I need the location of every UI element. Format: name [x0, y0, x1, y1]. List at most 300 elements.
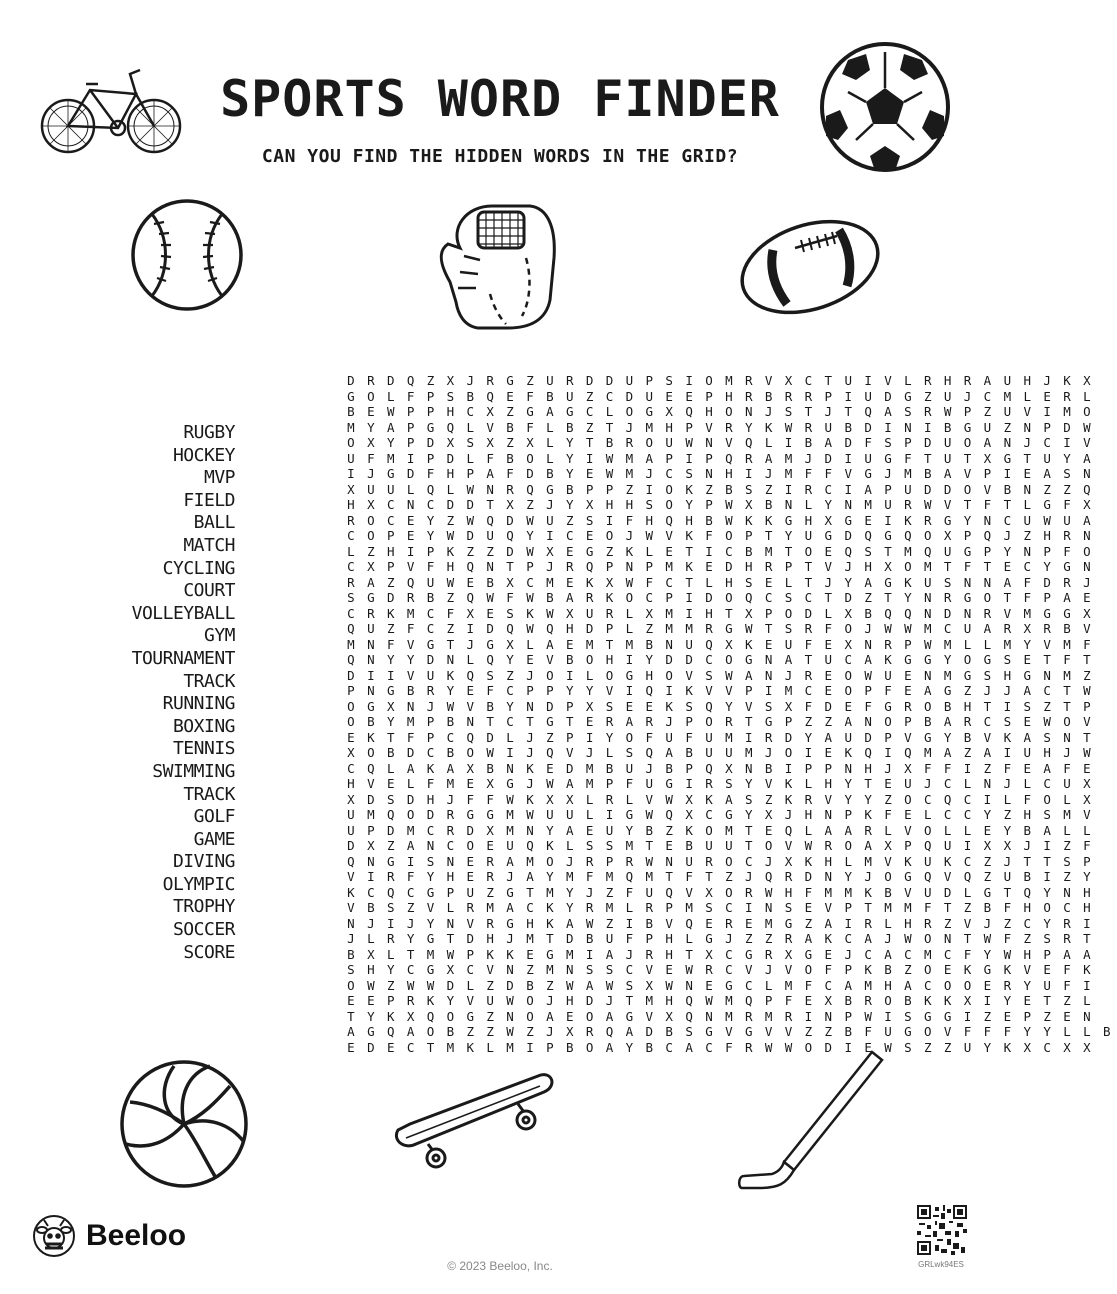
- grid-letter: C: [725, 900, 733, 915]
- grid-letter: A: [725, 791, 733, 807]
- grid-letter: P: [1023, 1008, 1031, 1024]
- grid-letter: A: [864, 574, 872, 590]
- baseball-glove-icon: [430, 198, 566, 334]
- grid-letter: M: [784, 977, 793, 993]
- grid-letter: P: [705, 450, 713, 466]
- grid-letter: R: [386, 869, 395, 884]
- grid-letter: A: [1083, 946, 1091, 962]
- grid-letter: D: [844, 435, 852, 450]
- grid-letter: A: [983, 435, 992, 450]
- grid-letter: D: [506, 977, 514, 993]
- grid-letter: E: [685, 388, 693, 404]
- grid-letter: I: [585, 729, 594, 745]
- grid-letter: E: [1003, 1008, 1012, 1024]
- grid-letter: D: [924, 481, 932, 497]
- grid-letter: M: [725, 373, 733, 388]
- grid-row: [341, 854, 1117, 870]
- grid-letter: G: [904, 652, 912, 667]
- grid-letter: B: [844, 1024, 852, 1039]
- grid-letter: L: [466, 450, 475, 466]
- grid-letter: T: [347, 1008, 355, 1024]
- grid-letter: Q: [884, 605, 892, 621]
- grid-letter: W: [764, 1039, 773, 1055]
- grid-letter: J: [1003, 776, 1012, 791]
- grid-letter: M: [367, 807, 375, 822]
- grid-letter: X: [824, 993, 833, 1008]
- grid-letter: Q: [983, 528, 992, 543]
- grid-letter: M: [625, 450, 634, 466]
- grid-letter: X: [446, 435, 455, 450]
- grid-letter: A: [884, 946, 892, 962]
- grid-letter: R: [864, 822, 872, 838]
- grid-letter: Z: [884, 791, 892, 807]
- grid-letter: M: [486, 900, 494, 915]
- grid-letter: F: [625, 776, 634, 791]
- grid-letter: E: [506, 388, 514, 404]
- grid-letter: V: [565, 745, 574, 760]
- grid-letter: Q: [486, 388, 494, 404]
- grid-letter: P: [585, 481, 594, 497]
- grid-letter: B: [764, 497, 773, 512]
- grid-letter: Y: [526, 528, 534, 543]
- grid-letter: S: [1003, 652, 1012, 667]
- grid-letter: F: [685, 869, 693, 884]
- grid-letter: F: [1003, 931, 1012, 946]
- grid-letter: N: [446, 915, 455, 931]
- grid-letter: U: [1043, 450, 1051, 466]
- grid-letter: A: [983, 373, 992, 388]
- grid-letter: M: [506, 807, 514, 822]
- skateboard-icon: [388, 1068, 564, 1172]
- grid-letter: B: [585, 931, 594, 946]
- grid-letter: N: [1063, 729, 1071, 745]
- grid-letter: T: [1003, 590, 1012, 605]
- grid-letter: H: [605, 652, 614, 667]
- grid-letter: L: [466, 419, 475, 435]
- grid-letter: T: [764, 621, 773, 636]
- grid-letter: R: [645, 946, 654, 962]
- grid-letter: O: [705, 714, 713, 729]
- grid-letter: Z: [526, 373, 534, 388]
- grid-letter: E: [585, 714, 594, 729]
- grid-letter: C: [1043, 1039, 1051, 1055]
- grid-letter: G: [705, 1024, 713, 1039]
- grid-letter: T: [1043, 993, 1051, 1008]
- grid-letter: P: [685, 419, 693, 435]
- grid-letter: M: [645, 869, 654, 884]
- grid-letter: S: [904, 1008, 912, 1024]
- grid-letter: O: [963, 977, 972, 993]
- grid-letter: S: [685, 466, 693, 481]
- grid-letter: P: [864, 683, 872, 698]
- grid-letter: K: [526, 791, 534, 807]
- grid-letter: N: [665, 853, 673, 869]
- grid-letter: F: [426, 776, 435, 791]
- grid-letter: L: [526, 636, 534, 652]
- grid-letter: Z: [983, 1008, 992, 1024]
- grid-letter: U: [963, 1039, 972, 1055]
- grid-letter: G: [645, 404, 654, 419]
- grid-letter: C: [725, 543, 733, 559]
- grid-letter: J: [625, 419, 634, 435]
- grid-letter: F: [446, 605, 455, 621]
- word-list-item: RUGBY: [183, 422, 235, 443]
- grid-letter: X: [943, 528, 952, 543]
- grid-letter: F: [526, 419, 534, 435]
- grid-letter: G: [665, 776, 673, 791]
- grid-letter: T: [983, 559, 992, 574]
- grid-letter: Y: [943, 652, 952, 667]
- grid-letter: P: [844, 962, 852, 977]
- grid-letter: J: [1003, 528, 1012, 543]
- grid-letter: D: [426, 652, 435, 667]
- grid-letter: Z: [605, 884, 614, 900]
- grid-letter: Y: [844, 869, 852, 884]
- grid-letter: Q: [1023, 884, 1031, 900]
- grid-letter: L: [705, 574, 713, 590]
- grid-letter: V: [943, 497, 952, 512]
- grid-letter: S: [685, 698, 693, 714]
- grid-letter: D: [367, 1039, 375, 1055]
- grid-letter: W: [565, 977, 574, 993]
- grid-letter: P: [705, 388, 713, 404]
- grid-letter: V: [1023, 404, 1031, 419]
- grid-letter: X: [446, 962, 455, 977]
- grid-letter: Y: [824, 497, 833, 512]
- grid-letter: Q: [526, 838, 534, 853]
- grid-letter: W: [506, 1024, 514, 1039]
- grid-letter: F: [426, 466, 435, 481]
- grid-letter: X: [784, 946, 793, 962]
- hockey-stick-icon: [736, 1048, 886, 1196]
- grid-letter: H: [645, 667, 654, 683]
- grid-letter: Y: [744, 776, 753, 791]
- grid-letter: X: [546, 543, 554, 559]
- grid-letter: X: [486, 776, 494, 791]
- grid-letter: P: [844, 1008, 852, 1024]
- grid-letter: E: [864, 512, 872, 528]
- grid-letter: G: [884, 574, 892, 590]
- grid-letter: K: [526, 760, 534, 776]
- grid-letter: G: [764, 714, 773, 729]
- grid-letter: O: [764, 838, 773, 853]
- grid-letter: W: [466, 481, 475, 497]
- grid-letter: Y: [406, 931, 415, 946]
- grid-letter: M: [943, 636, 952, 652]
- grid-letter: S: [784, 590, 793, 605]
- grid-letter: E: [824, 946, 833, 962]
- grid-letter: M: [625, 838, 634, 853]
- grid-letter: N: [924, 667, 932, 683]
- grid-letter: Q: [645, 745, 654, 760]
- grid-letter: Q: [685, 915, 693, 931]
- grid-letter: I: [506, 745, 514, 760]
- grid-letter: N: [784, 497, 793, 512]
- grid-letter: J: [884, 466, 892, 481]
- grid-letter: M: [1003, 636, 1012, 652]
- grid-letter: B: [1103, 1024, 1111, 1039]
- grid-letter: B: [367, 714, 375, 729]
- grid-letter: Z: [764, 791, 773, 807]
- grid-letter: M: [585, 776, 594, 791]
- grid-letter: O: [625, 404, 634, 419]
- grid-letter: N: [1063, 884, 1071, 900]
- grid-letter: V: [824, 900, 833, 915]
- grid-letter: N: [924, 605, 932, 621]
- grid-letter: U: [943, 435, 952, 450]
- grid-letter: X: [1083, 497, 1091, 512]
- grid-letter: F: [1063, 760, 1071, 776]
- grid-letter: L: [963, 636, 972, 652]
- grid-letter: N: [1043, 667, 1051, 683]
- grid-letter: M: [864, 497, 872, 512]
- grid-letter: N: [764, 900, 773, 915]
- grid-letter: S: [645, 497, 654, 512]
- grid-letter: B: [367, 900, 375, 915]
- grid-letter: R: [784, 869, 793, 884]
- grid-letter: T: [1023, 853, 1031, 869]
- grid-letter: I: [546, 528, 554, 543]
- grid-letter: U: [1063, 512, 1071, 528]
- grid-letter: C: [446, 729, 455, 745]
- grid-letter: T: [744, 838, 753, 853]
- grid-letter: X: [1083, 1039, 1091, 1055]
- grid-letter: R: [486, 853, 494, 869]
- grid-letter: U: [924, 574, 932, 590]
- grid-letter: J: [884, 931, 892, 946]
- grid-letter: T: [784, 543, 793, 559]
- grid-letter: T: [665, 869, 673, 884]
- grid-letter: W: [665, 977, 673, 993]
- grid-letter: F: [486, 683, 494, 698]
- grid-letter: O: [844, 621, 852, 636]
- grid-letter: L: [804, 497, 813, 512]
- grid-letter: J: [446, 791, 455, 807]
- grid-row: [341, 590, 1117, 606]
- grid-letter: H: [426, 791, 435, 807]
- grid-letter: M: [725, 1008, 733, 1024]
- grid-letter: O: [585, 1039, 594, 1055]
- grid-letter: F: [506, 590, 514, 605]
- grid-letter: Z: [744, 931, 753, 946]
- grid-letter: X: [1083, 791, 1091, 807]
- grid-letter: N: [1023, 481, 1031, 497]
- grid-letter: C: [406, 884, 415, 900]
- grid-letter: B: [486, 574, 494, 590]
- grid-letter: V: [764, 373, 773, 388]
- grid-letter: R: [585, 590, 594, 605]
- grid-letter: T: [1003, 497, 1012, 512]
- grid-letter: M: [625, 466, 634, 481]
- grid-letter: F: [625, 931, 634, 946]
- grid-letter: K: [486, 946, 494, 962]
- grid-letter: C: [665, 574, 673, 590]
- word-list-item: BALL: [193, 512, 235, 534]
- grid-letter: T: [1083, 652, 1091, 667]
- grid-letter: Z: [963, 683, 972, 698]
- grid-letter: P: [1083, 698, 1091, 714]
- grid-letter: B: [685, 838, 693, 853]
- grid-letter: C: [725, 962, 733, 977]
- grid-letter: D: [804, 869, 813, 884]
- grid-letter: J: [625, 946, 634, 962]
- grid-letter: S: [1023, 698, 1031, 714]
- grid-letter: O: [904, 791, 912, 807]
- grid-letter: M: [924, 946, 932, 962]
- grid-row: [341, 683, 1117, 699]
- grid-letter: O: [983, 590, 992, 605]
- grid-letter: J: [844, 559, 852, 574]
- grid-letter: D: [864, 729, 872, 745]
- grid-letter: Z: [446, 590, 455, 605]
- grid-letter: R: [904, 698, 912, 714]
- grid-letter: G: [546, 946, 554, 962]
- grid-letter: B: [884, 962, 892, 977]
- grid-letter: R: [924, 404, 932, 419]
- grid-letter: X: [466, 605, 475, 621]
- grid-letter: I: [784, 481, 793, 497]
- grid-letter: U: [804, 528, 813, 543]
- grid-letter: V: [943, 869, 952, 884]
- grid-letter: T: [1083, 931, 1091, 946]
- grid-letter: W: [506, 993, 514, 1008]
- grid-letter: E: [824, 667, 833, 683]
- grid-letter: A: [764, 450, 773, 466]
- grid-letter: R: [904, 497, 912, 512]
- grid-letter: P: [426, 714, 435, 729]
- grid-letter: J: [824, 404, 833, 419]
- grid-letter: U: [1003, 373, 1012, 388]
- grid-letter: Y: [1023, 1024, 1031, 1039]
- grid-letter: W: [884, 621, 892, 636]
- grid-letter: K: [685, 481, 693, 497]
- grid-letter: E: [585, 466, 594, 481]
- soccer-ball-icon: [818, 40, 952, 174]
- grid-letter: S: [725, 776, 733, 791]
- grid-letter: E: [1003, 559, 1012, 574]
- grid-row: [341, 931, 1117, 947]
- grid-letter: V: [665, 528, 673, 543]
- grid-letter: E: [406, 512, 415, 528]
- grid-letter: S: [705, 667, 713, 683]
- grid-letter: N: [1003, 435, 1012, 450]
- grid-letter: H: [446, 869, 455, 884]
- grid-letter: U: [884, 1024, 892, 1039]
- brand-logo: [32, 1214, 186, 1258]
- grid-letter: H: [804, 807, 813, 822]
- grid-letter: L: [386, 760, 395, 776]
- grid-letter: C: [466, 962, 475, 977]
- grid-letter: C: [943, 807, 952, 822]
- grid-letter: I: [963, 838, 972, 853]
- grid-letter: S: [585, 512, 594, 528]
- grid-letter: G: [983, 652, 992, 667]
- grid-letter: D: [546, 698, 554, 714]
- grid-letter: J: [506, 931, 514, 946]
- grid-letter: F: [824, 962, 833, 977]
- grid-letter: I: [585, 450, 594, 466]
- grid-letter: A: [565, 822, 574, 838]
- grid-letter: Z: [386, 838, 395, 853]
- grid-letter: E: [1023, 993, 1031, 1008]
- grid-letter: T: [685, 543, 693, 559]
- grid-letter: M: [446, 776, 455, 791]
- grid-letter: Y: [844, 791, 852, 807]
- grid-letter: W: [546, 776, 554, 791]
- grid-letter: O: [884, 714, 892, 729]
- grid-letter: I: [744, 900, 753, 915]
- grid-letter: S: [904, 1039, 912, 1055]
- grid-letter: J: [546, 497, 554, 512]
- grid-letter: N: [983, 574, 992, 590]
- grid-letter: T: [685, 574, 693, 590]
- grid-letter: A: [605, 1008, 614, 1024]
- grid-letter: O: [924, 1024, 932, 1039]
- grid-letter: I: [406, 450, 415, 466]
- grid-letter: T: [526, 714, 534, 729]
- word-list: [80, 422, 235, 964]
- grid-letter: Y: [1043, 1024, 1051, 1039]
- grid-letter: N: [764, 667, 773, 683]
- grid-letter: U: [347, 807, 355, 822]
- grid-letter: L: [963, 776, 972, 791]
- grid-letter: K: [943, 853, 952, 869]
- grid-letter: X: [824, 512, 833, 528]
- grid-letter: X: [764, 807, 773, 822]
- grid-letter: O: [1083, 543, 1091, 559]
- grid-letter: U: [904, 776, 912, 791]
- grid-letter: L: [943, 822, 952, 838]
- grid-letter: B: [466, 388, 475, 404]
- grid-letter: E: [1083, 590, 1091, 605]
- grid-letter: L: [764, 435, 773, 450]
- grid-letter: Q: [744, 993, 753, 1008]
- grid-letter: M: [506, 1039, 514, 1055]
- grid-letter: X: [1083, 373, 1091, 388]
- grid-letter: R: [1063, 915, 1071, 931]
- grid-letter: U: [645, 776, 654, 791]
- grid-letter: Y: [1063, 450, 1071, 466]
- grid-letter: K: [685, 683, 693, 698]
- grid-letter: O: [1063, 714, 1071, 729]
- grid-letter: H: [685, 512, 693, 528]
- grid-letter: L: [446, 900, 455, 915]
- grid-letter: G: [904, 388, 912, 404]
- grid-letter: F: [386, 636, 395, 652]
- grid-letter: T: [943, 559, 952, 574]
- grid-letter: R: [406, 993, 415, 1008]
- grid-letter: H: [526, 915, 534, 931]
- grid-letter: V: [665, 915, 673, 931]
- grid-letter: K: [924, 993, 932, 1008]
- grid-letter: G: [526, 404, 534, 419]
- grid-letter: W: [645, 853, 654, 869]
- grid-letter: K: [367, 729, 375, 745]
- grid-letter: G: [884, 450, 892, 466]
- grid-letter: Z: [804, 915, 813, 931]
- grid-letter: Y: [983, 807, 992, 822]
- grid-letter: Y: [804, 729, 813, 745]
- grid-letter: E: [1023, 714, 1031, 729]
- grid-letter: P: [665, 450, 673, 466]
- grid-letter: B: [645, 915, 654, 931]
- grid-letter: A: [824, 915, 833, 931]
- grid-letter: R: [804, 667, 813, 683]
- grid-letter: R: [367, 373, 375, 388]
- grid-letter: D: [506, 543, 514, 559]
- grid-letter: P: [705, 497, 713, 512]
- grid-letter: D: [1043, 574, 1051, 590]
